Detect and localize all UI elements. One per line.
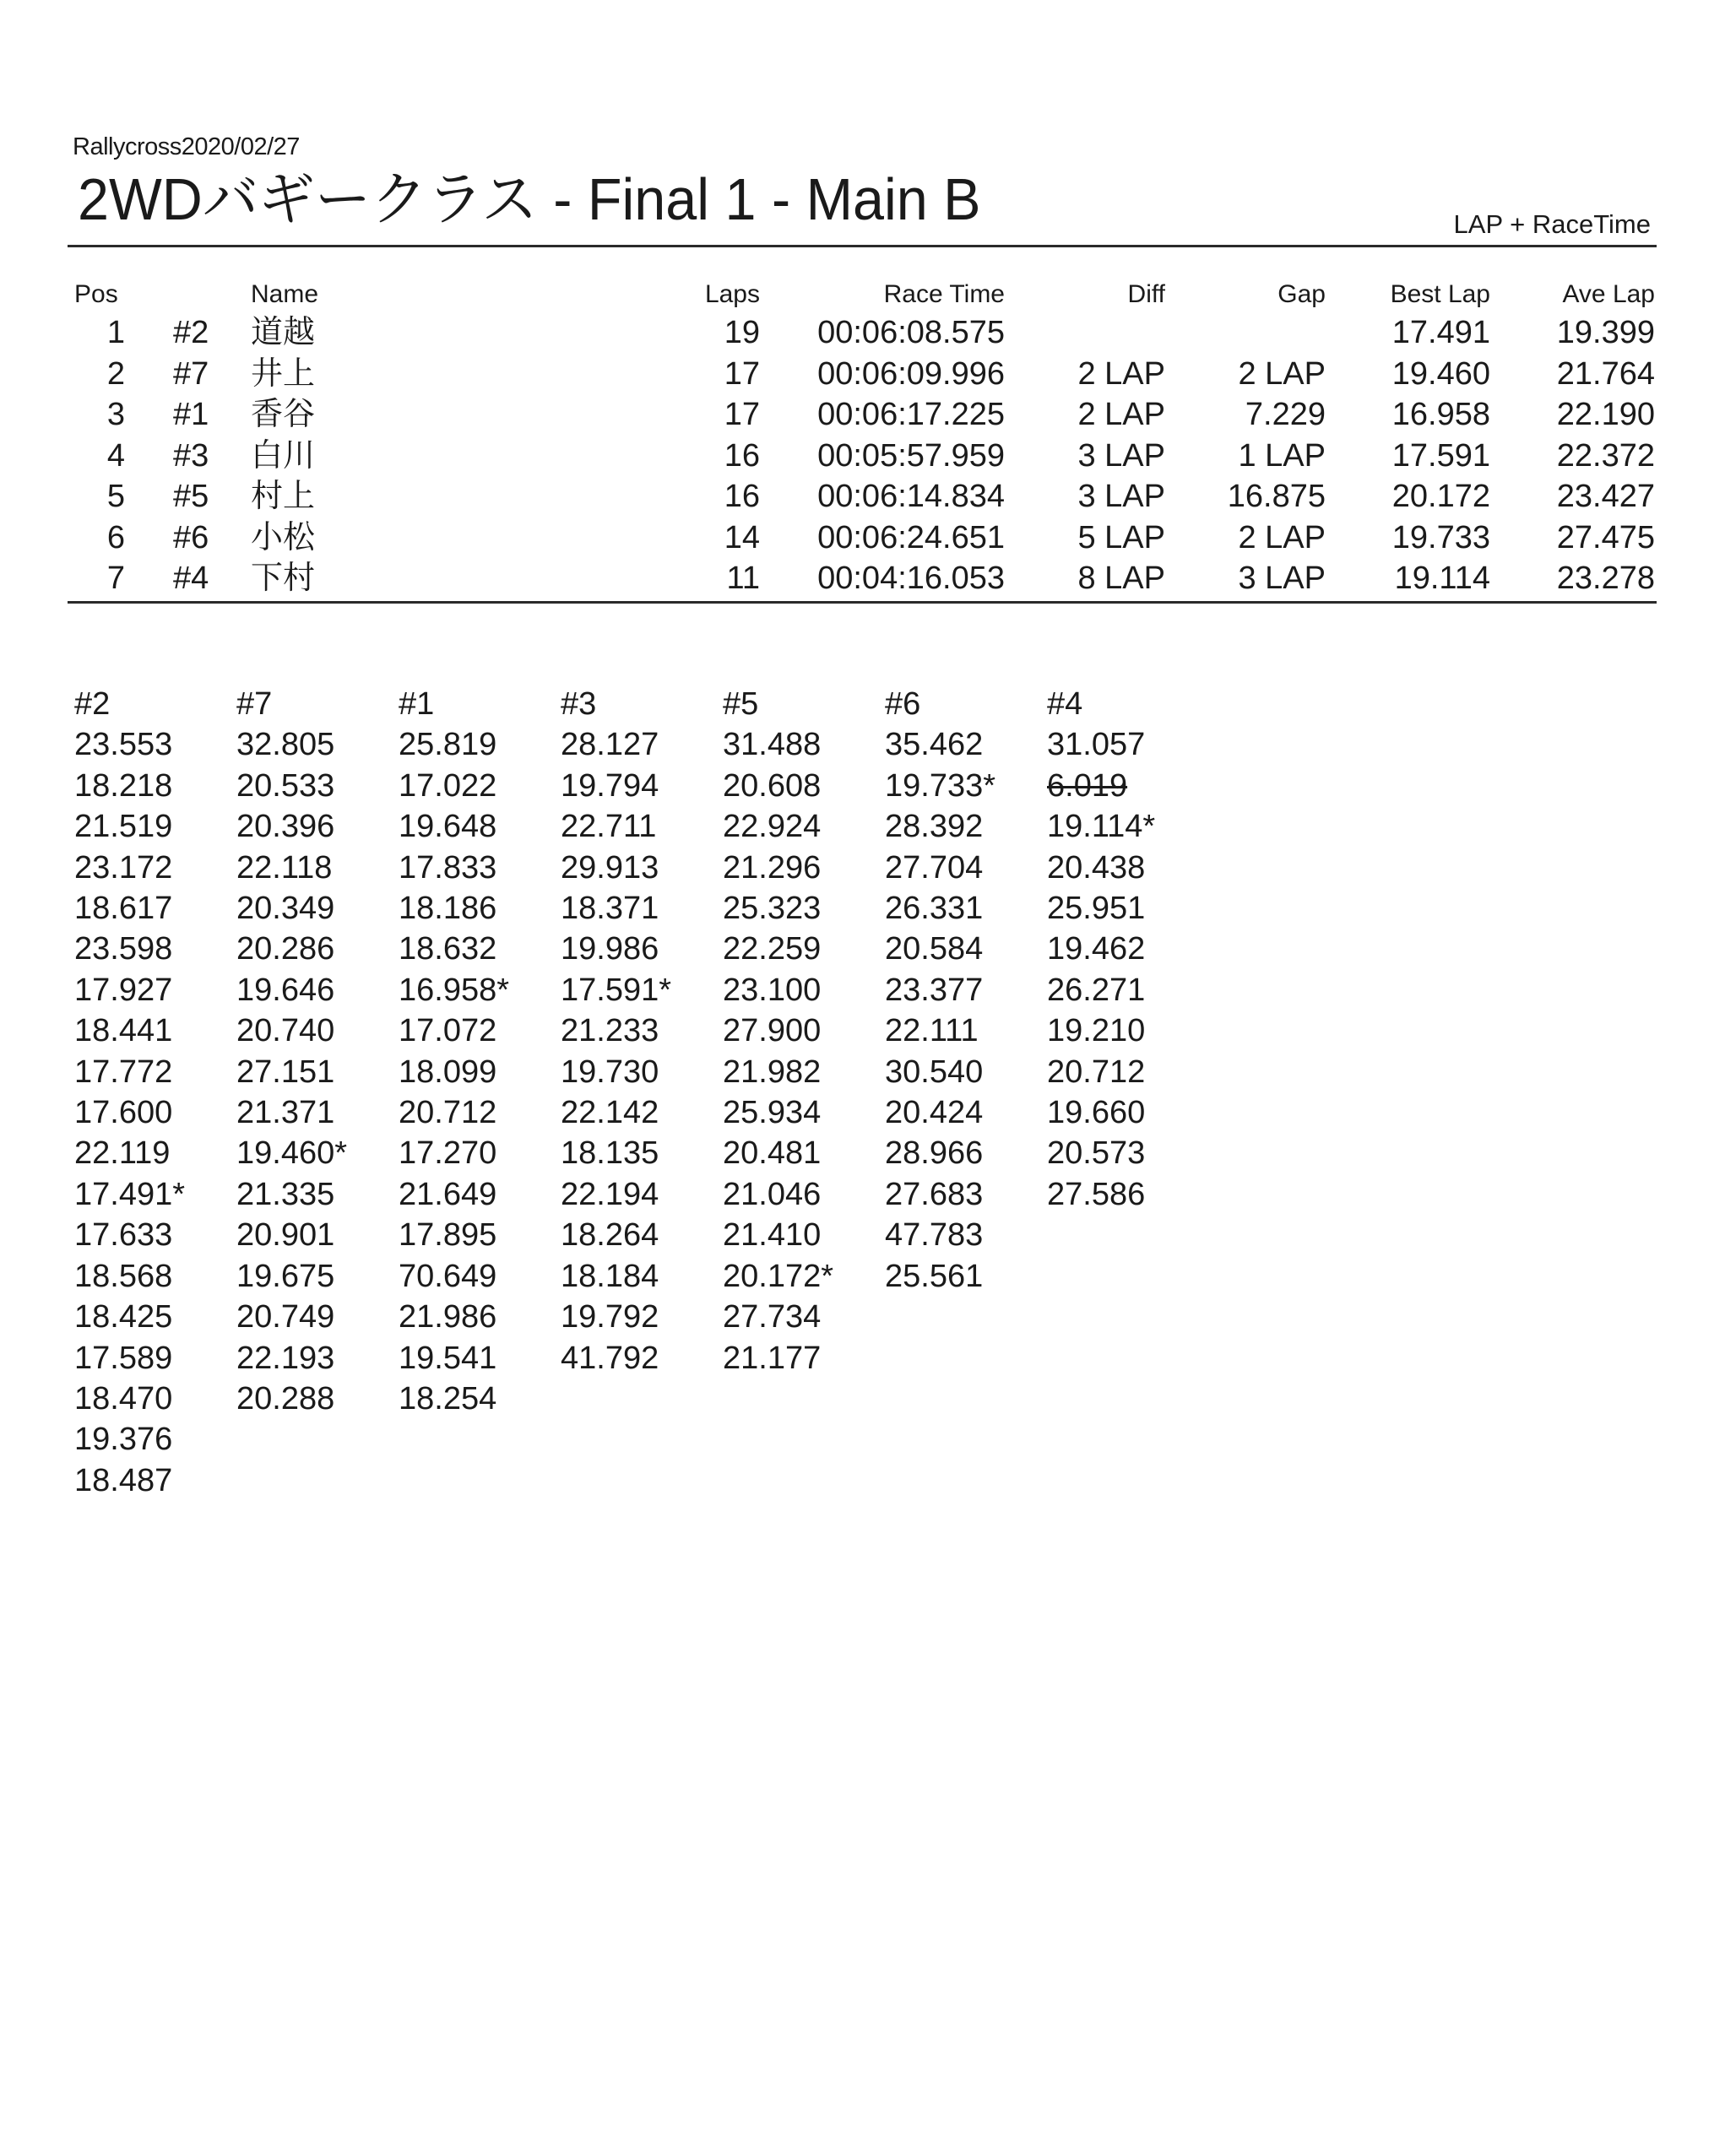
lap-time: 17.022: [399, 767, 497, 804]
lap-time: 20.712: [399, 1095, 497, 1131]
results-divider: [68, 601, 1657, 604]
lap-time: 18.254: [399, 1380, 497, 1417]
lap-time: 19.794: [561, 767, 659, 804]
lap-time: 18.441: [74, 1013, 173, 1049]
pos: 7: [106, 561, 125, 596]
lap-time: 19.730: [561, 1054, 659, 1090]
col-header-best-lap: Best Lap: [1390, 280, 1490, 308]
diff: 3 LAP: [1077, 479, 1165, 514]
lap-column: [723, 684, 883, 1379]
pos: 1: [106, 315, 125, 350]
lap-time: 20.608: [723, 767, 822, 804]
lap-time: 21.046: [723, 1176, 822, 1212]
lap-time: 23.100: [723, 972, 822, 1008]
result-row: [0, 354, 1725, 394]
lap-time: 25.561: [885, 1258, 984, 1294]
lap-time: 21.233: [561, 1013, 659, 1049]
lap-time: 17.633: [74, 1217, 173, 1254]
lap-column: [1047, 684, 1207, 1215]
results-header-row: [0, 274, 1725, 315]
lap-time: 22.111: [885, 1013, 979, 1049]
lap-time: 26.331: [885, 891, 984, 927]
lap-time: 21.982: [723, 1054, 822, 1090]
result-row: [0, 558, 1725, 599]
lap-time: 19.210: [1047, 1013, 1146, 1049]
lap-time: 21.986: [399, 1299, 497, 1335]
lap-time: 32.805: [236, 727, 335, 763]
lap-time: 19.675: [236, 1258, 335, 1294]
diff: 2 LAP: [1077, 397, 1165, 432]
driver-name: 井上: [251, 355, 316, 392]
lap-time: 17.072: [399, 1013, 497, 1049]
lap-time-best: 16.958*: [399, 972, 510, 1008]
lap-column-car: #4: [1047, 686, 1083, 722]
best-lap: 16.958: [1391, 397, 1490, 432]
lap-time: 18.425: [74, 1299, 173, 1335]
car-number: #6: [173, 519, 209, 555]
driver-name: 村上: [251, 479, 316, 514]
lap-time: 25.934: [723, 1095, 822, 1131]
lap-time-best: 20.172*: [723, 1258, 834, 1294]
lap-time: 19.376: [74, 1422, 173, 1458]
race-time: 00:06:24.651: [817, 519, 1005, 555]
lap-time-best: 17.591*: [561, 972, 672, 1008]
lap-time: 19.792: [561, 1299, 659, 1335]
lap-time: 20.712: [1047, 1054, 1146, 1090]
lap-time: 20.288: [236, 1380, 335, 1417]
lap-time: 70.649: [399, 1258, 497, 1294]
gap: 1 LAP: [1238, 437, 1326, 474]
lap-time: 20.438: [1047, 849, 1146, 886]
col-header-name: Name: [251, 280, 319, 308]
lap-time: 21.519: [74, 809, 173, 845]
lap-time: 22.118: [236, 849, 333, 886]
lap-time: 25.819: [399, 727, 497, 763]
lap-time: 18.617: [74, 891, 173, 927]
lap-time: 22.119: [74, 1135, 171, 1172]
lap-time: 29.913: [561, 849, 659, 886]
driver-name: 下村: [251, 561, 316, 596]
lap-time: 18.568: [74, 1258, 173, 1294]
best-lap: 17.591: [1391, 437, 1490, 474]
lap-time: 22.924: [723, 809, 822, 845]
lap-column: [885, 684, 1045, 1297]
lap-time: 28.966: [885, 1135, 984, 1172]
lap-time: 19.648: [399, 809, 497, 845]
result-row: [0, 476, 1725, 517]
lap-time: 20.533: [236, 767, 335, 804]
lap-time: 18.099: [399, 1054, 497, 1090]
laps: 16: [724, 437, 760, 474]
lap-time: 17.589: [74, 1340, 173, 1376]
car-number: #3: [173, 437, 209, 474]
car-number: #4: [173, 561, 209, 596]
event-date: Rallycross2020/02/27: [73, 133, 300, 160]
ave-lap: 23.278: [1556, 561, 1655, 596]
timing-mode: LAP + RaceTime: [1453, 209, 1651, 239]
lap-time: 21.177: [723, 1340, 822, 1376]
lap-time: 31.057: [1047, 727, 1146, 763]
lap-time: 19.541: [399, 1340, 497, 1376]
diff: 2 LAP: [1077, 355, 1165, 392]
car-number: #7: [173, 355, 209, 392]
diff: 3 LAP: [1077, 437, 1165, 474]
lap-time: 47.783: [885, 1217, 984, 1254]
lap-time: 23.553: [74, 727, 173, 763]
col-header-race-time: Race Time: [883, 280, 1005, 308]
lap-time: 18.184: [561, 1258, 659, 1294]
laps: 14: [724, 519, 760, 555]
lap-time: 20.481: [723, 1135, 822, 1172]
lap-time: 23.598: [74, 931, 173, 967]
lap-time: 27.900: [723, 1013, 822, 1049]
lap-time: 17.833: [399, 849, 497, 886]
race-time: 00:06:09.996: [817, 355, 1005, 392]
ave-lap: 19.399: [1556, 315, 1655, 350]
lap-time-struck: 6.019: [1047, 767, 1128, 804]
lap-time: 18.371: [561, 891, 659, 927]
lap-column: [399, 684, 559, 1419]
lap-column: [74, 684, 235, 1501]
ave-lap: 22.190: [1556, 397, 1655, 432]
lap-time: 22.711: [561, 809, 657, 845]
lap-time: 27.734: [723, 1299, 822, 1335]
result-row: [0, 517, 1725, 558]
lap-time: 26.271: [1047, 972, 1146, 1008]
lap-time: 41.792: [561, 1340, 659, 1376]
race-time: 00:05:57.959: [817, 437, 1005, 474]
best-lap: 17.491: [1391, 315, 1490, 350]
car-number: #2: [173, 315, 209, 350]
col-header-diff: Diff: [1127, 280, 1165, 308]
best-lap: 19.114: [1394, 561, 1490, 596]
driver-name: 白川: [251, 437, 316, 474]
laps: 11: [726, 561, 760, 596]
lap-time: 18.218: [74, 767, 173, 804]
lap-time: 25.951: [1047, 891, 1146, 927]
lap-time-best: 17.491*: [74, 1176, 186, 1212]
ave-lap: 21.764: [1556, 355, 1655, 392]
lap-time: 17.270: [399, 1135, 497, 1172]
ave-lap: 27.475: [1556, 519, 1655, 555]
laps: 17: [724, 397, 760, 432]
lap-time: 30.540: [885, 1054, 984, 1090]
lap-column: [561, 684, 721, 1379]
lap-column-car: #5: [723, 686, 759, 722]
lap-time: 27.704: [885, 849, 984, 886]
driver-name: 小松: [251, 519, 316, 555]
lap-time: 20.424: [885, 1095, 984, 1131]
lap-time-best: 19.460*: [236, 1135, 348, 1172]
laps: 19: [724, 315, 760, 350]
result-row: [0, 436, 1725, 476]
lap-time: 20.740: [236, 1013, 335, 1049]
header-divider: [68, 245, 1657, 247]
ave-lap: 23.427: [1556, 479, 1655, 514]
lap-column-car: #3: [561, 686, 597, 722]
car-number: #1: [173, 397, 209, 432]
lap-time: 28.127: [561, 727, 659, 763]
lap-time: 25.323: [723, 891, 822, 927]
gap: 7.229: [1245, 397, 1326, 432]
lap-time: 17.895: [399, 1217, 497, 1254]
lap-time: 18.264: [561, 1217, 659, 1254]
laps: 16: [724, 479, 760, 514]
pos: 6: [106, 519, 125, 555]
page-title: 2WDバギークラス - Final 1 - Main B: [78, 166, 981, 232]
lap-time: 20.573: [1047, 1135, 1146, 1172]
result-row: [0, 394, 1725, 435]
lap-time: 21.335: [236, 1176, 335, 1212]
lap-time: 20.584: [885, 931, 984, 967]
lap-time: 19.660: [1047, 1095, 1146, 1131]
lap-time: 17.772: [74, 1054, 173, 1090]
gap: 16.875: [1227, 479, 1326, 514]
lap-time: 35.462: [885, 727, 984, 763]
lap-time: 22.193: [236, 1340, 335, 1376]
lap-time: 20.901: [236, 1217, 335, 1254]
lap-time: 27.683: [885, 1176, 984, 1212]
lap-time: 20.396: [236, 809, 335, 845]
pos: 5: [106, 479, 125, 514]
col-header-ave-lap: Ave Lap: [1562, 280, 1655, 308]
lap-time: 18.487: [74, 1462, 173, 1498]
col-header-pos: Pos: [74, 280, 118, 308]
lap-time: 31.488: [723, 727, 822, 763]
diff: 5 LAP: [1077, 519, 1165, 555]
lap-time: 20.349: [236, 891, 335, 927]
pos: 4: [106, 437, 125, 474]
lap-time: 27.586: [1047, 1176, 1146, 1212]
gap: 3 LAP: [1238, 561, 1326, 596]
col-header-gap: Gap: [1277, 280, 1326, 308]
lap-time: 17.927: [74, 972, 173, 1008]
lap-time: 19.462: [1047, 931, 1146, 967]
lap-time: 17.600: [74, 1095, 173, 1131]
lap-time: 18.135: [561, 1135, 659, 1172]
lap-time: 21.296: [723, 849, 822, 886]
lap-time: 22.194: [561, 1176, 659, 1212]
pos: 3: [106, 397, 125, 432]
race-time: 00:04:16.053: [817, 561, 1005, 596]
race-time: 00:06:08.575: [817, 315, 1005, 350]
lap-column: [236, 684, 397, 1419]
best-lap: 20.172: [1391, 479, 1490, 514]
lap-column-car: #1: [399, 686, 435, 722]
laps: 17: [724, 355, 760, 392]
lap-time: 20.749: [236, 1299, 335, 1335]
lap-time: 19.986: [561, 931, 659, 967]
diff: 8 LAP: [1077, 561, 1165, 596]
lap-time: 18.186: [399, 891, 497, 927]
pos: 2: [106, 355, 125, 392]
best-lap: 19.733: [1391, 519, 1490, 555]
gap: 2 LAP: [1238, 519, 1326, 555]
lap-time: 21.410: [723, 1217, 822, 1254]
best-lap: 19.460: [1391, 355, 1490, 392]
lap-time: 21.649: [399, 1176, 497, 1212]
lap-time-best: 19.733*: [885, 767, 996, 804]
lap-column-car: #2: [74, 686, 111, 722]
ave-lap: 22.372: [1556, 437, 1655, 474]
lap-time: 21.371: [236, 1095, 335, 1131]
lap-column-car: #6: [885, 686, 921, 722]
race-time: 00:06:17.225: [817, 397, 1005, 432]
gap: 2 LAP: [1238, 355, 1326, 392]
lap-time: 28.392: [885, 809, 984, 845]
race-time: 00:06:14.834: [817, 479, 1005, 514]
lap-time: 19.646: [236, 972, 335, 1008]
lap-time: 22.142: [561, 1095, 659, 1131]
lap-time-best: 19.114*: [1047, 809, 1156, 845]
lap-time: 23.377: [885, 972, 984, 1008]
lap-time: 18.470: [74, 1380, 173, 1417]
driver-name: 道越: [251, 315, 316, 350]
col-header-laps: Laps: [704, 280, 760, 308]
car-number: #5: [173, 479, 209, 514]
lap-time: 18.632: [399, 931, 497, 967]
driver-name: 香谷: [251, 397, 316, 432]
lap-time: 27.151: [236, 1054, 335, 1090]
lap-time: 20.286: [236, 931, 335, 967]
result-row: [0, 312, 1725, 353]
lap-column-car: #7: [236, 686, 273, 722]
lap-time: 22.259: [723, 931, 822, 967]
lap-time: 23.172: [74, 849, 173, 886]
